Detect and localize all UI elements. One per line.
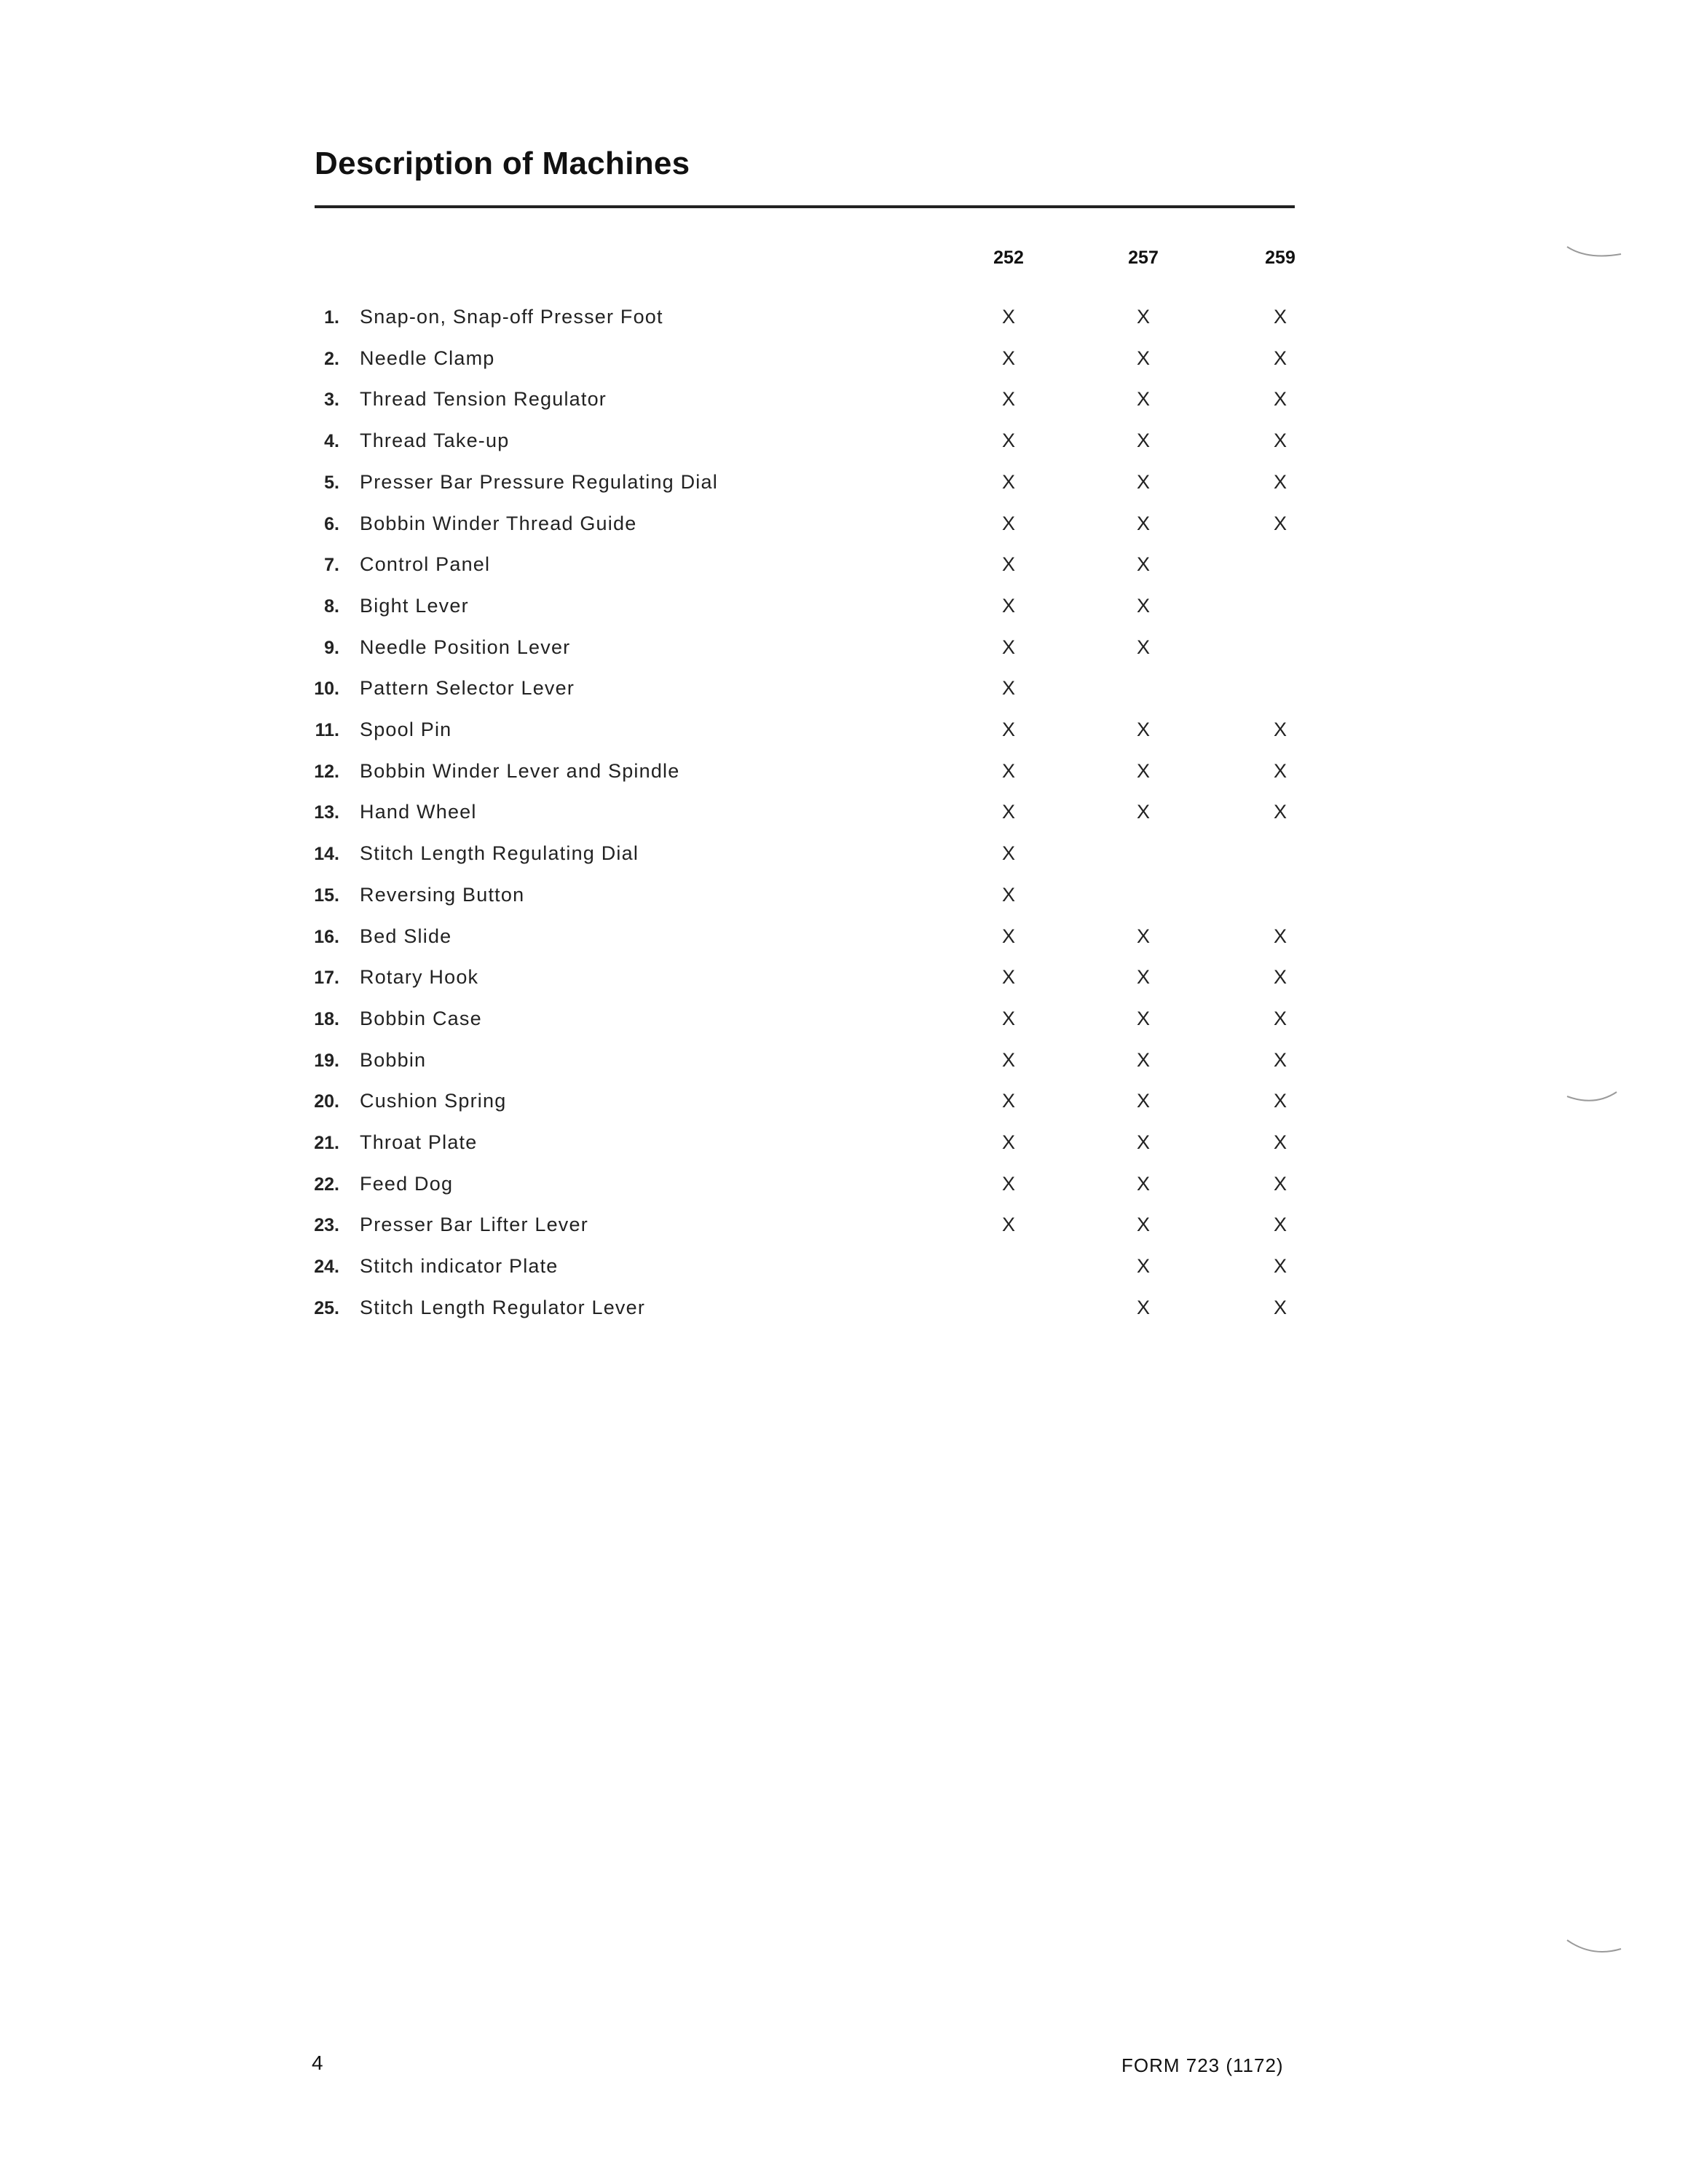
item-number: 2.: [324, 348, 339, 369]
item-label: Feed Dog: [360, 1172, 454, 1195]
mark-252: X: [1001, 347, 1015, 369]
mark-259: X: [1273, 801, 1287, 823]
mark-252: X: [1001, 1131, 1015, 1153]
item-number: 4.: [324, 431, 339, 452]
mark-257: X: [1136, 594, 1150, 617]
mark-252: X: [1001, 759, 1015, 782]
mark-259: X: [1273, 719, 1287, 740]
mark-252: X: [1001, 966, 1015, 989]
mark-257: X: [1136, 1048, 1150, 1071]
item-number: 25.: [314, 1297, 339, 1318]
table-row: [0, 546, 1688, 587]
mark-252: X: [1001, 636, 1015, 658]
mark-257: X: [1136, 1007, 1150, 1029]
table-row: [0, 1166, 1688, 1206]
mark-252: X: [1001, 925, 1015, 947]
mark-257: X: [1136, 1172, 1150, 1195]
item-number: 3.: [324, 389, 339, 411]
item-label: Bobbin Case: [360, 1007, 482, 1029]
item-label: Thread Tension Regulator: [360, 388, 607, 411]
mark-257: X: [1136, 430, 1150, 452]
mark-257: X: [1136, 512, 1150, 534]
mark-252: X: [1001, 388, 1015, 411]
page-title: Description of Machines: [315, 146, 690, 181]
mark-259: X: [1273, 347, 1287, 369]
item-number: 10.: [314, 678, 339, 700]
table-row: [0, 670, 1688, 711]
mark-252: X: [1001, 1214, 1015, 1236]
mark-259: X: [1273, 388, 1287, 411]
table-row: [0, 794, 1688, 834]
mark-252: X: [1001, 883, 1015, 906]
item-label: Cushion Spring: [360, 1090, 507, 1112]
item-label: Bed Slide: [360, 925, 452, 947]
item-number: 12.: [314, 761, 339, 782]
table-row: [0, 381, 1688, 422]
item-label: Presser Bar Pressure Regulating Dial: [360, 470, 718, 493]
item-number: 21.: [314, 1133, 339, 1153]
item-label: Bobbin Winder Thread Guide: [360, 512, 637, 534]
mark-259: X: [1273, 306, 1287, 328]
mark-252: X: [1001, 553, 1015, 576]
form-number: FORM 723 (1172): [1121, 2054, 1284, 2076]
mark-257: X: [1136, 347, 1150, 369]
mark-252: X: [1001, 1090, 1015, 1112]
item-number: 11.: [315, 720, 339, 740]
table-row: [0, 422, 1688, 463]
table-row: [0, 464, 1688, 505]
column-header-252: 252: [993, 248, 1024, 268]
item-number: 16.: [314, 926, 339, 947]
item-number: 7.: [324, 555, 339, 576]
table-row: [0, 1124, 1688, 1165]
table-row: [0, 1000, 1688, 1041]
item-label: Control Panel: [360, 553, 491, 576]
mark-252: X: [1001, 594, 1015, 617]
mark-252: X: [1001, 1048, 1015, 1071]
table-row: [0, 959, 1688, 1000]
mark-252: X: [1001, 512, 1015, 534]
item-label: Pattern Selector Lever: [360, 677, 575, 700]
item-label: Stitch indicator Plate: [360, 1255, 559, 1278]
item-label: Stitch Length Regulating Dial: [360, 842, 639, 865]
mark-259: X: [1273, 1131, 1287, 1153]
table-row: [0, 1248, 1688, 1289]
item-number: 19.: [314, 1050, 339, 1071]
mark-252: X: [1001, 719, 1015, 740]
mark-257: X: [1136, 966, 1150, 989]
table-row: [0, 918, 1688, 959]
mark-259: X: [1273, 1172, 1287, 1195]
table-header: [0, 248, 1688, 277]
item-label: Needle Clamp: [360, 347, 495, 369]
mark-257: X: [1136, 719, 1150, 740]
column-header-257: 257: [1128, 248, 1159, 268]
item-label: Hand Wheel: [360, 801, 477, 823]
table-row: [0, 835, 1688, 876]
item-number: 24.: [314, 1257, 339, 1278]
mark-259: X: [1273, 1255, 1287, 1278]
item-label: Needle Position Lever: [360, 636, 571, 658]
mark-259: X: [1273, 470, 1287, 493]
item-label: Presser Bar Lifter Lever: [360, 1214, 588, 1236]
item-label: Rotary Hook: [360, 966, 479, 989]
item-label: Throat Plate: [360, 1131, 478, 1153]
mark-252: X: [1001, 430, 1015, 452]
item-number: 23.: [314, 1215, 339, 1236]
mark-257: X: [1136, 470, 1150, 493]
item-number: 22.: [314, 1174, 339, 1195]
item-number: 18.: [314, 1008, 339, 1029]
table-row: [0, 1206, 1688, 1247]
binder-hole-mark-middle: [1566, 1085, 1624, 1114]
mark-259: X: [1273, 1214, 1287, 1236]
mark-259: X: [1273, 966, 1287, 989]
mark-257: X: [1136, 1255, 1150, 1278]
binder-hole-mark-top: [1566, 244, 1624, 266]
mark-252: X: [1001, 801, 1015, 823]
mark-257: X: [1136, 636, 1150, 658]
mark-257: X: [1136, 925, 1150, 947]
table-row: [0, 877, 1688, 917]
mark-259: X: [1273, 1090, 1287, 1112]
item-number: 20.: [314, 1091, 339, 1112]
item-number: 17.: [314, 968, 339, 989]
mark-257: X: [1136, 1090, 1150, 1112]
mark-259: X: [1273, 1048, 1287, 1071]
mark-257: X: [1136, 1131, 1150, 1153]
title-rule: [315, 205, 1295, 208]
table-row: [0, 753, 1688, 794]
mark-257: X: [1136, 759, 1150, 782]
item-number: 5.: [324, 472, 339, 493]
binder-hole-mark-bottom: [1566, 1933, 1624, 1962]
item-number: 13.: [314, 802, 339, 823]
item-label: Snap-on, Snap-off Presser Foot: [360, 306, 663, 328]
page-number: 4: [312, 2052, 323, 2074]
mark-257: X: [1136, 388, 1150, 411]
item-number: 8.: [324, 596, 339, 617]
mark-252: X: [1001, 842, 1015, 865]
table-row: [0, 505, 1688, 546]
table-row: [0, 340, 1688, 381]
item-number: 14.: [314, 844, 339, 865]
mark-252: X: [1001, 1007, 1015, 1029]
item-label: Bobbin: [360, 1048, 427, 1071]
mark-252: X: [1001, 1172, 1015, 1195]
item-number: 6.: [324, 513, 339, 534]
item-label: Stitch Length Regulator Lever: [360, 1296, 646, 1318]
table-row: [0, 298, 1688, 339]
item-label: Thread Take-up: [360, 430, 510, 452]
mark-259: X: [1273, 1296, 1287, 1318]
table-row: [0, 1042, 1688, 1083]
mark-252: X: [1001, 306, 1015, 328]
table-row: [0, 1083, 1688, 1123]
item-number: 15.: [314, 885, 339, 906]
mark-257: X: [1136, 306, 1150, 328]
item-label: Reversing Button: [360, 883, 525, 906]
table-row: [0, 711, 1688, 752]
item-number: 9.: [324, 637, 339, 658]
item-label: Bight Lever: [360, 594, 469, 617]
mark-259: X: [1273, 430, 1287, 452]
mark-259: X: [1273, 1007, 1287, 1029]
table-row: [0, 1289, 1688, 1330]
mark-252: X: [1001, 677, 1015, 700]
mark-259: X: [1273, 925, 1287, 947]
column-header-259: 259: [1265, 248, 1295, 268]
mark-257: X: [1136, 553, 1150, 576]
mark-257: X: [1136, 1214, 1150, 1236]
item-label: Bobbin Winder Lever and Spindle: [360, 759, 680, 782]
mark-257: X: [1136, 1296, 1150, 1318]
item-label: Spool Pin: [360, 719, 452, 740]
item-number: 1.: [324, 307, 339, 328]
table-row: [0, 587, 1688, 628]
mark-259: X: [1273, 512, 1287, 534]
table-row: [0, 629, 1688, 670]
mark-252: X: [1001, 470, 1015, 493]
mark-257: X: [1136, 801, 1150, 823]
mark-259: X: [1273, 759, 1287, 782]
